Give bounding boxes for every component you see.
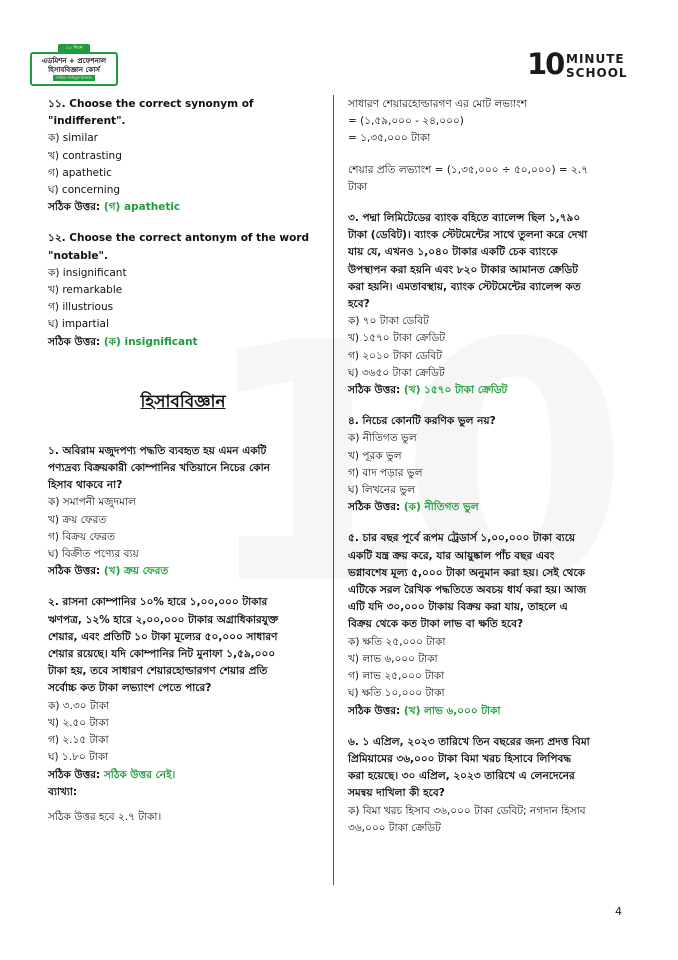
- option: ক) similar: [48, 132, 98, 145]
- option: ক) insignificant: [48, 266, 127, 279]
- option: গ) illustrious: [48, 301, 114, 314]
- question-text: টাকা (ডেবিট)। ব্যাংক স্টেটমেন্টের সাথে তুলনা করে দেখা: [348, 229, 588, 242]
- answer-label: সঠিক উত্তর:: [48, 565, 101, 578]
- explanation-text: সঠিক উত্তর হবে ২.৭ টাকা।: [48, 810, 162, 823]
- answer-value: (খ) লাভ ৬,০০০ টাকা: [403, 704, 501, 717]
- answer-line: [48, 563, 318, 580]
- question-text: পণ্যদ্রব্য বিক্রয়কারী কোম্পানির খতিয়ানে নিচের কোন: [48, 462, 270, 475]
- accounting-question-5: [348, 530, 638, 719]
- answer-value: সঠিক উত্তর নেই।: [103, 768, 176, 781]
- option: ঘ) ১.৮০ টাকা: [48, 751, 109, 764]
- question-11: [48, 96, 318, 216]
- option: ক) বিমা খরচ হিসাব ৩৬,০০০ টাকা ডেবিট; নগদান হিসাব: [348, 804, 586, 817]
- option: খ) remarkable: [48, 284, 123, 297]
- option: ঘ) impartial: [48, 318, 109, 331]
- option: গ) বাদ পড়ার ভুল: [348, 466, 423, 479]
- question-text: ৪. নিচের কোনটি করণিক ভুল নয়?: [348, 415, 496, 428]
- question-text: হিসাব থাকবে না?: [48, 479, 123, 492]
- answer-line: [48, 767, 318, 784]
- brand-word-2: SCHOOL: [566, 66, 628, 80]
- calc-line: শেয়ার প্রতি লভ্যাংশ = (১,৩৫,০০০ ÷ ৫০,০০০) = ২.৭: [348, 163, 589, 176]
- accounting-question-2: [48, 594, 318, 826]
- answer-label: সঠিক উত্তর:: [348, 384, 401, 397]
- badge-line-3: সাকিব নাজমুল ইসলাম: [53, 75, 95, 81]
- question-text: "notable".: [48, 249, 108, 262]
- answer-value: (খ) ১৫৭০ টাকা ক্রেডিট: [403, 384, 508, 397]
- answer-line: [348, 703, 638, 720]
- answer-label: সঠিক উত্তর:: [48, 768, 101, 781]
- option: গ) ২০১০ টাকা ডেবিট: [348, 349, 442, 362]
- option: ঘ) লিখনের ভুল: [348, 484, 415, 497]
- calc-line: সাধারণ শেয়ারহোল্ডারগণ এর মোট লভ্যাংশ: [348, 98, 527, 110]
- brand-number: 10: [527, 47, 564, 81]
- accounting-question-6: [348, 734, 638, 837]
- option: ৩৬,০০০ টাকা ক্রেডিট: [348, 821, 441, 834]
- question-text: সর্বোচ্চ কত টাকা লভ্যাংশ পেতে পারে?: [48, 682, 212, 695]
- calc-line: = ১,৩৫,০০০ টাকা: [348, 132, 431, 145]
- option: গ) apathetic: [48, 166, 112, 179]
- option: গ) ২.১৫ টাকা: [48, 734, 109, 747]
- question-text: ৬. ১ এপ্রিল, ২০২৩ তারিখে তিন বছরের জন্য প্রদত্ত বিমা: [348, 735, 590, 748]
- badge-top: ১০ দিনে: [58, 44, 90, 52]
- question-text: ১২. Choose the correct antonym of the word: [48, 232, 310, 245]
- column-divider: [333, 95, 334, 885]
- question-text: ৫. চার বছর পূর্বে রূপম ট্রেডার্স ১,০০,০০০ টাকা ব্যয়ে: [348, 532, 576, 545]
- option: খ) contrasting: [48, 149, 122, 162]
- question-text: হবে?: [348, 298, 370, 311]
- option: ক) ৩.৩০ টাকা: [48, 699, 110, 712]
- option: ক) ৭০ টাকা ডেবিট: [348, 315, 429, 328]
- question-text: ভগ্নাবশেষ মূল্য ৫,০০০ টাকা অনুমান করা হয়। সেই থেকে: [348, 566, 586, 579]
- question-text: সমন্বয় দাখিলা কী হবে?: [348, 787, 445, 800]
- answer-line: [48, 199, 318, 216]
- question-text: ২. রাসনা কোম্পানির ১০% হারে ১,০০,০০০ টাকার: [48, 596, 268, 609]
- accounting-question-1: [48, 443, 318, 581]
- option: খ) ক্রয় ফেরত: [48, 513, 107, 526]
- option: ঘ) ক্ষতি ১০,০০০ টাকা: [348, 687, 445, 700]
- answer-line: [348, 499, 638, 516]
- option: খ) পূরক ভুল: [348, 449, 402, 462]
- section-heading: হিসাববিজ্ঞান: [140, 391, 226, 412]
- answer-label: সঠিক উত্তর:: [48, 335, 101, 348]
- page-number: 4: [615, 905, 622, 918]
- calc-line: = (১,৫৯,০০০ - ২৪,০০০): [348, 115, 464, 128]
- question-text: ঋণপত্র, ১২% হারে ২,০০,০০০ টাকার অগ্রাধিকারযুক্ত: [48, 613, 279, 626]
- right-column: [348, 96, 638, 837]
- option: ক) নীতিগত ভুল: [348, 432, 417, 445]
- left-column: [48, 96, 318, 826]
- question-12: [48, 230, 318, 350]
- answer-line: [348, 382, 638, 399]
- accounting-question-3: [348, 210, 638, 399]
- question-text: যায় যে, এখনও ১,০৪০ টাকার একটি চেক ব্যাংকে: [348, 246, 558, 259]
- answer-value: (খ) ক্রয় ফেরত: [103, 565, 169, 578]
- badge-line-1: এডমিশন + প্রফেশনাল: [41, 57, 107, 65]
- option: খ) ১৫৭০ টাকা ক্রেডিট: [348, 332, 445, 345]
- accounting-question-4: [348, 413, 638, 516]
- option: গ) বিক্রয় ফেরত: [48, 530, 116, 543]
- calc-line: টাকা: [348, 180, 368, 193]
- question-text: ১. অবিরাম মজুদপণ্য পদ্ধতি ব্যবহৃত হয় এমন একটি: [48, 444, 267, 457]
- explanation-calculation: [348, 96, 638, 196]
- question-text: করা হয়েছে। ৩০ এপ্রিল, ২০২৩ তারিখে এ লেনদেনের: [348, 770, 575, 783]
- answer-line: [48, 334, 318, 351]
- ten-minute-school-logo: [527, 47, 637, 82]
- option: ক) ক্ষতি ২৫,০০০ টাকা: [348, 635, 446, 648]
- question-text: এটিকে সরল রৈখিক পদ্ধতিতে অবচয় ধার্য করা হয়। আজ: [348, 584, 587, 597]
- option: খ) ২.৫০ টাকা: [48, 716, 109, 729]
- question-text: শেয়ার, এবং প্রতিটি ১০ টাকা মূল্যের ৫০,০০০ সাধারণ: [48, 630, 278, 643]
- explanation-label: ব্যাখ্যা:: [48, 785, 78, 798]
- answer-value: (ক) insignificant: [103, 335, 198, 348]
- course-badge-logo: [30, 44, 118, 86]
- question-text: টাকা হয়, তবে সাধারণ শেয়ারহোল্ডারগণ শেয়ার প্রতি: [48, 665, 268, 678]
- question-text: করা হয়নি। এমতাবস্থায়, ব্যাংক স্টেটমেন্টের ব্যালেন্স কত: [348, 280, 581, 293]
- answer-value: (ক) নীতিগত ভুল: [403, 501, 479, 514]
- question-text: উপস্থাপন করা হয়নি এবং ৮২০ টাকার আমানত ক্রেডিট: [348, 263, 578, 276]
- answer-label: সঠিক উত্তর:: [348, 501, 401, 514]
- question-text: বিক্রয় থেকে কত টাকা লাভ বা ক্ষতি হবে?: [348, 618, 524, 631]
- question-text: এটি যদি ৩০,০০০ টাকায় বিক্রয় করা যায়, তাহলে এ: [348, 601, 568, 614]
- question-text: ৩. পদ্মা লিমিটেডের ব্যাংক বহিতে ব্যালেন্স ছিল ১,৭৯০: [348, 212, 581, 225]
- option: ঘ) concerning: [48, 184, 121, 197]
- brand-word-1: MINUTE: [566, 52, 625, 66]
- answer-label: সঠিক উত্তর:: [348, 704, 401, 717]
- question-text: প্রিমিয়ামের ৩৬,০০০ টাকা বিমা খরচ হিসাবে লিপিবদ্ধ: [348, 752, 572, 765]
- question-text: একটি যন্ত্র ক্রয় করে, যার আয়ুষ্কাল পাঁচ বছর এবং: [348, 549, 555, 562]
- option: ঘ) ৩৬৫০ টাকা ক্রেডিট: [348, 366, 445, 379]
- question-text: ১১. Choose the correct synonym of "indifferent".: [48, 98, 254, 128]
- answer-value: (গ) apathetic: [103, 201, 181, 214]
- question-text: শেয়ার রয়েছে। যদি কোম্পানির নিট মুনাফা ১,৫৯,০০০: [48, 648, 276, 661]
- option: গ) লাভ ২৫,০০০ টাকা: [348, 670, 445, 683]
- option: খ) লাভ ৬,০০০ টাকা: [348, 652, 438, 665]
- answer-label: সঠিক উত্তর:: [48, 201, 101, 214]
- option: ক) সমাপনী মজুদমাল: [48, 496, 136, 509]
- badge-line-2: হিসাববিজ্ঞান কোর্স: [48, 66, 100, 74]
- option: ঘ) বিক্রীত পণ্যের ব্যয়: [48, 548, 139, 561]
- badge-box: [30, 52, 118, 86]
